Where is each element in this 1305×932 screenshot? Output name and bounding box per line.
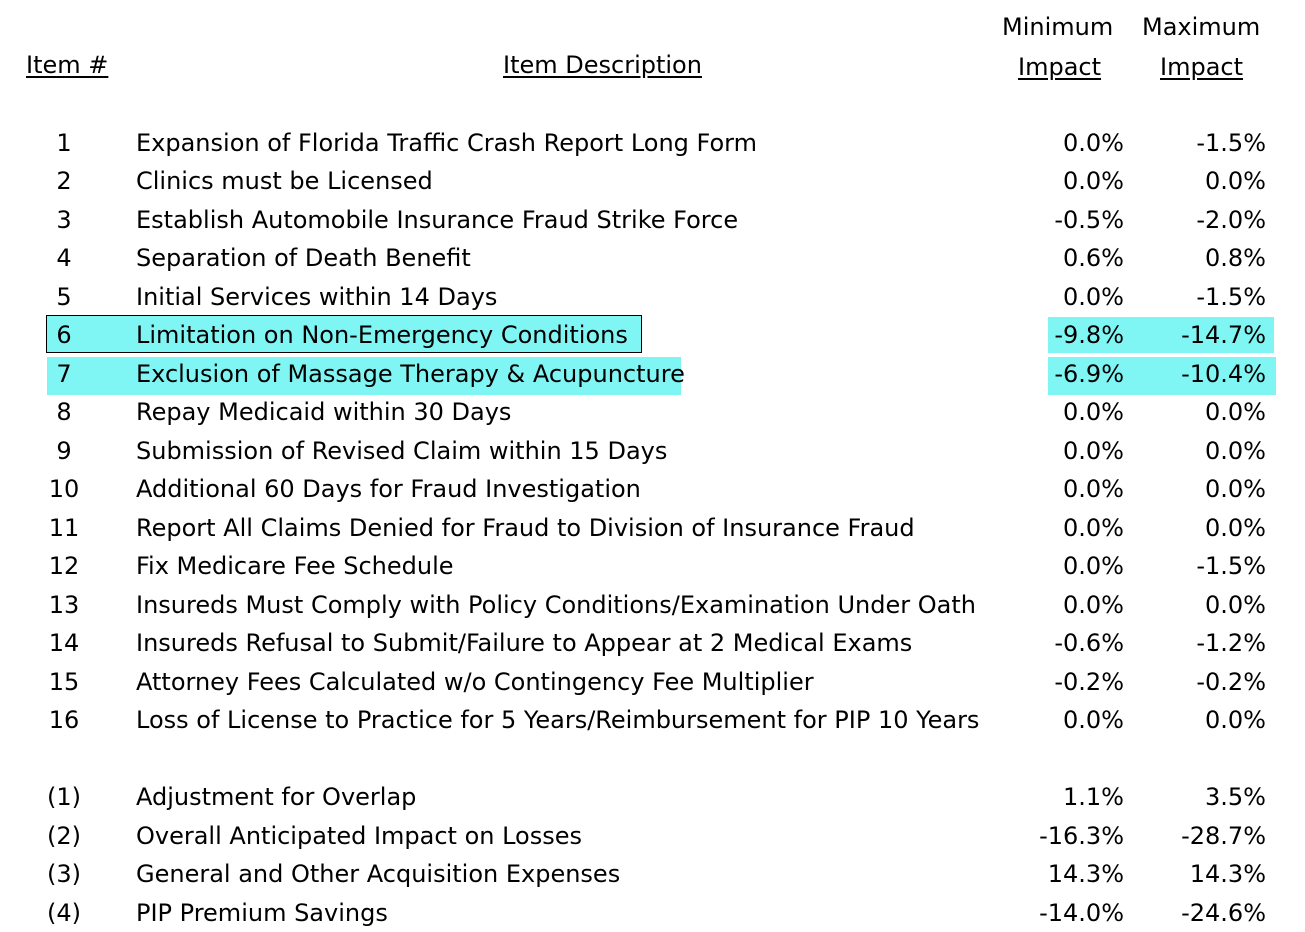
maximum-impact: 0.0% [1205,706,1266,734]
item-description: Additional 60 Days for Fraud Investigation [136,475,641,503]
minimum-impact: 0.0% [1063,129,1124,157]
minimum-impact: 0.0% [1063,167,1124,195]
minimum-impact: 0.6% [1063,244,1124,272]
maximum-impact: -1.5% [1196,129,1266,157]
maximum-header-line1: Maximum [1142,13,1261,41]
item-number: 12 [48,552,80,580]
minimum-impact: -16.3% [1039,822,1124,850]
minimum-impact: 0.0% [1063,475,1124,503]
item-number: 8 [56,398,72,426]
maximum-impact: 0.0% [1205,167,1266,195]
minimum-impact: 0.0% [1063,283,1124,311]
maximum-impact: 0.0% [1205,437,1266,465]
item-description: Separation of Death Benefit [136,244,471,272]
summary-number: (3) [47,860,81,888]
minimum-impact: 0.0% [1063,437,1124,465]
minimum-impact: 0.0% [1063,591,1124,619]
item-number: 4 [56,244,72,272]
item-description-header: Item Description [503,51,702,79]
item-description: Limitation on Non-Emergency Conditions [136,321,628,349]
maximum-impact: 3.5% [1205,783,1266,811]
maximum-impact: -2.0% [1196,206,1266,234]
summary-number: (2) [47,822,81,850]
table-row [0,624,1305,662]
item-number-header: Item # [26,51,109,79]
item-number: 2 [56,167,72,195]
minimum-header-line2: Impact [1018,53,1102,81]
minimum-impact: 0.0% [1063,552,1124,580]
maximum-impact: 0.0% [1205,591,1266,619]
item-number: 1 [56,129,72,157]
summary-description: PIP Premium Savings [136,899,388,927]
item-description: Insureds Must Comply with Policy Conditions/Examination Under Oath [136,591,976,619]
item-number: 14 [48,629,80,657]
item-description: Initial Services within 14 Days [136,283,498,311]
maximum-impact: -28.7% [1181,822,1266,850]
item-description: Report All Claims Denied for Fraud to Division of Insurance Fraud [136,514,915,542]
item-number: 11 [48,514,80,542]
item-description: Submission of Revised Claim within 15 Days [136,437,668,465]
item-number: 3 [56,206,72,234]
maximum-impact: 0.0% [1205,514,1266,542]
maximum-impact: -10.4% [1181,360,1266,388]
maximum-impact: -24.6% [1181,899,1266,927]
maximum-impact: -0.2% [1196,668,1266,696]
table-row [0,162,1305,200]
item-description: Repay Medicaid within 30 Days [136,398,512,426]
item-description: Loss of License to Practice for 5 Years/Reimbursement for PIP 10 Years [136,706,980,734]
minimum-impact: -6.9% [1054,360,1124,388]
table-row [0,316,1305,354]
minimum-impact: -0.5% [1054,206,1124,234]
item-description: Insureds Refusal to Submit/Failure to Appear at 2 Medical Exams [136,629,913,657]
table-row [0,278,1305,316]
minimum-impact: -0.6% [1054,629,1124,657]
table-row [0,509,1305,547]
table-row [0,663,1305,701]
item-number: 16 [48,706,80,734]
maximum-impact: -1.2% [1196,629,1266,657]
maximum-header-line2: Impact [1160,53,1244,81]
item-number: 5 [56,283,72,311]
table-row [0,201,1305,239]
minimum-impact: 0.0% [1063,706,1124,734]
summary-row [0,817,1305,855]
item-number: 13 [48,591,80,619]
maximum-impact: -14.7% [1181,321,1266,349]
table-row [0,547,1305,585]
summary-number: (4) [47,899,81,927]
summary-description: Overall Anticipated Impact on Losses [136,822,583,850]
table-row [0,393,1305,431]
item-number: 10 [48,475,80,503]
item-description: Expansion of Florida Traffic Crash Report Long Form [136,129,757,157]
table-row [0,355,1305,393]
item-number: 7 [56,360,72,388]
item-number: 9 [56,437,72,465]
minimum-impact: -0.2% [1054,668,1124,696]
summary-number: (1) [47,783,81,811]
maximum-impact: -1.5% [1196,283,1266,311]
table-row [0,470,1305,508]
maximum-impact: -1.5% [1196,552,1266,580]
item-description: Attorney Fees Calculated w/o Contingency Fee Multiplier [136,668,814,696]
minimum-impact: 0.0% [1063,514,1124,542]
minimum-impact: 0.0% [1063,398,1124,426]
minimum-impact: -14.0% [1039,899,1124,927]
item-description: Exclusion of Massage Therapy & Acupuncture [136,360,685,388]
item-number: 6 [56,321,72,349]
minimum-impact: 1.1% [1063,783,1124,811]
maximum-impact: 0.8% [1205,244,1266,272]
summary-description: General and Other Acquisition Expenses [136,860,621,888]
item-number: 15 [48,668,80,696]
minimum-header-line1: Minimum [1002,13,1114,41]
table-row [0,701,1305,739]
summary-description: Adjustment for Overlap [136,783,417,811]
minimum-impact: 14.3% [1047,860,1124,888]
table-row [0,432,1305,470]
summary-row [0,855,1305,893]
maximum-impact: 14.3% [1189,860,1266,888]
maximum-impact: 0.0% [1205,475,1266,503]
table-row [0,124,1305,162]
summary-row [0,778,1305,816]
item-description: Establish Automobile Insurance Fraud Strike Force [136,206,739,234]
item-description: Fix Medicare Fee Schedule [136,552,454,580]
table-row [0,239,1305,277]
minimum-impact: -9.8% [1054,321,1124,349]
summary-row [0,894,1305,932]
item-description: Clinics must be Licensed [136,167,433,195]
table-row [0,586,1305,624]
maximum-impact: 0.0% [1205,398,1266,426]
